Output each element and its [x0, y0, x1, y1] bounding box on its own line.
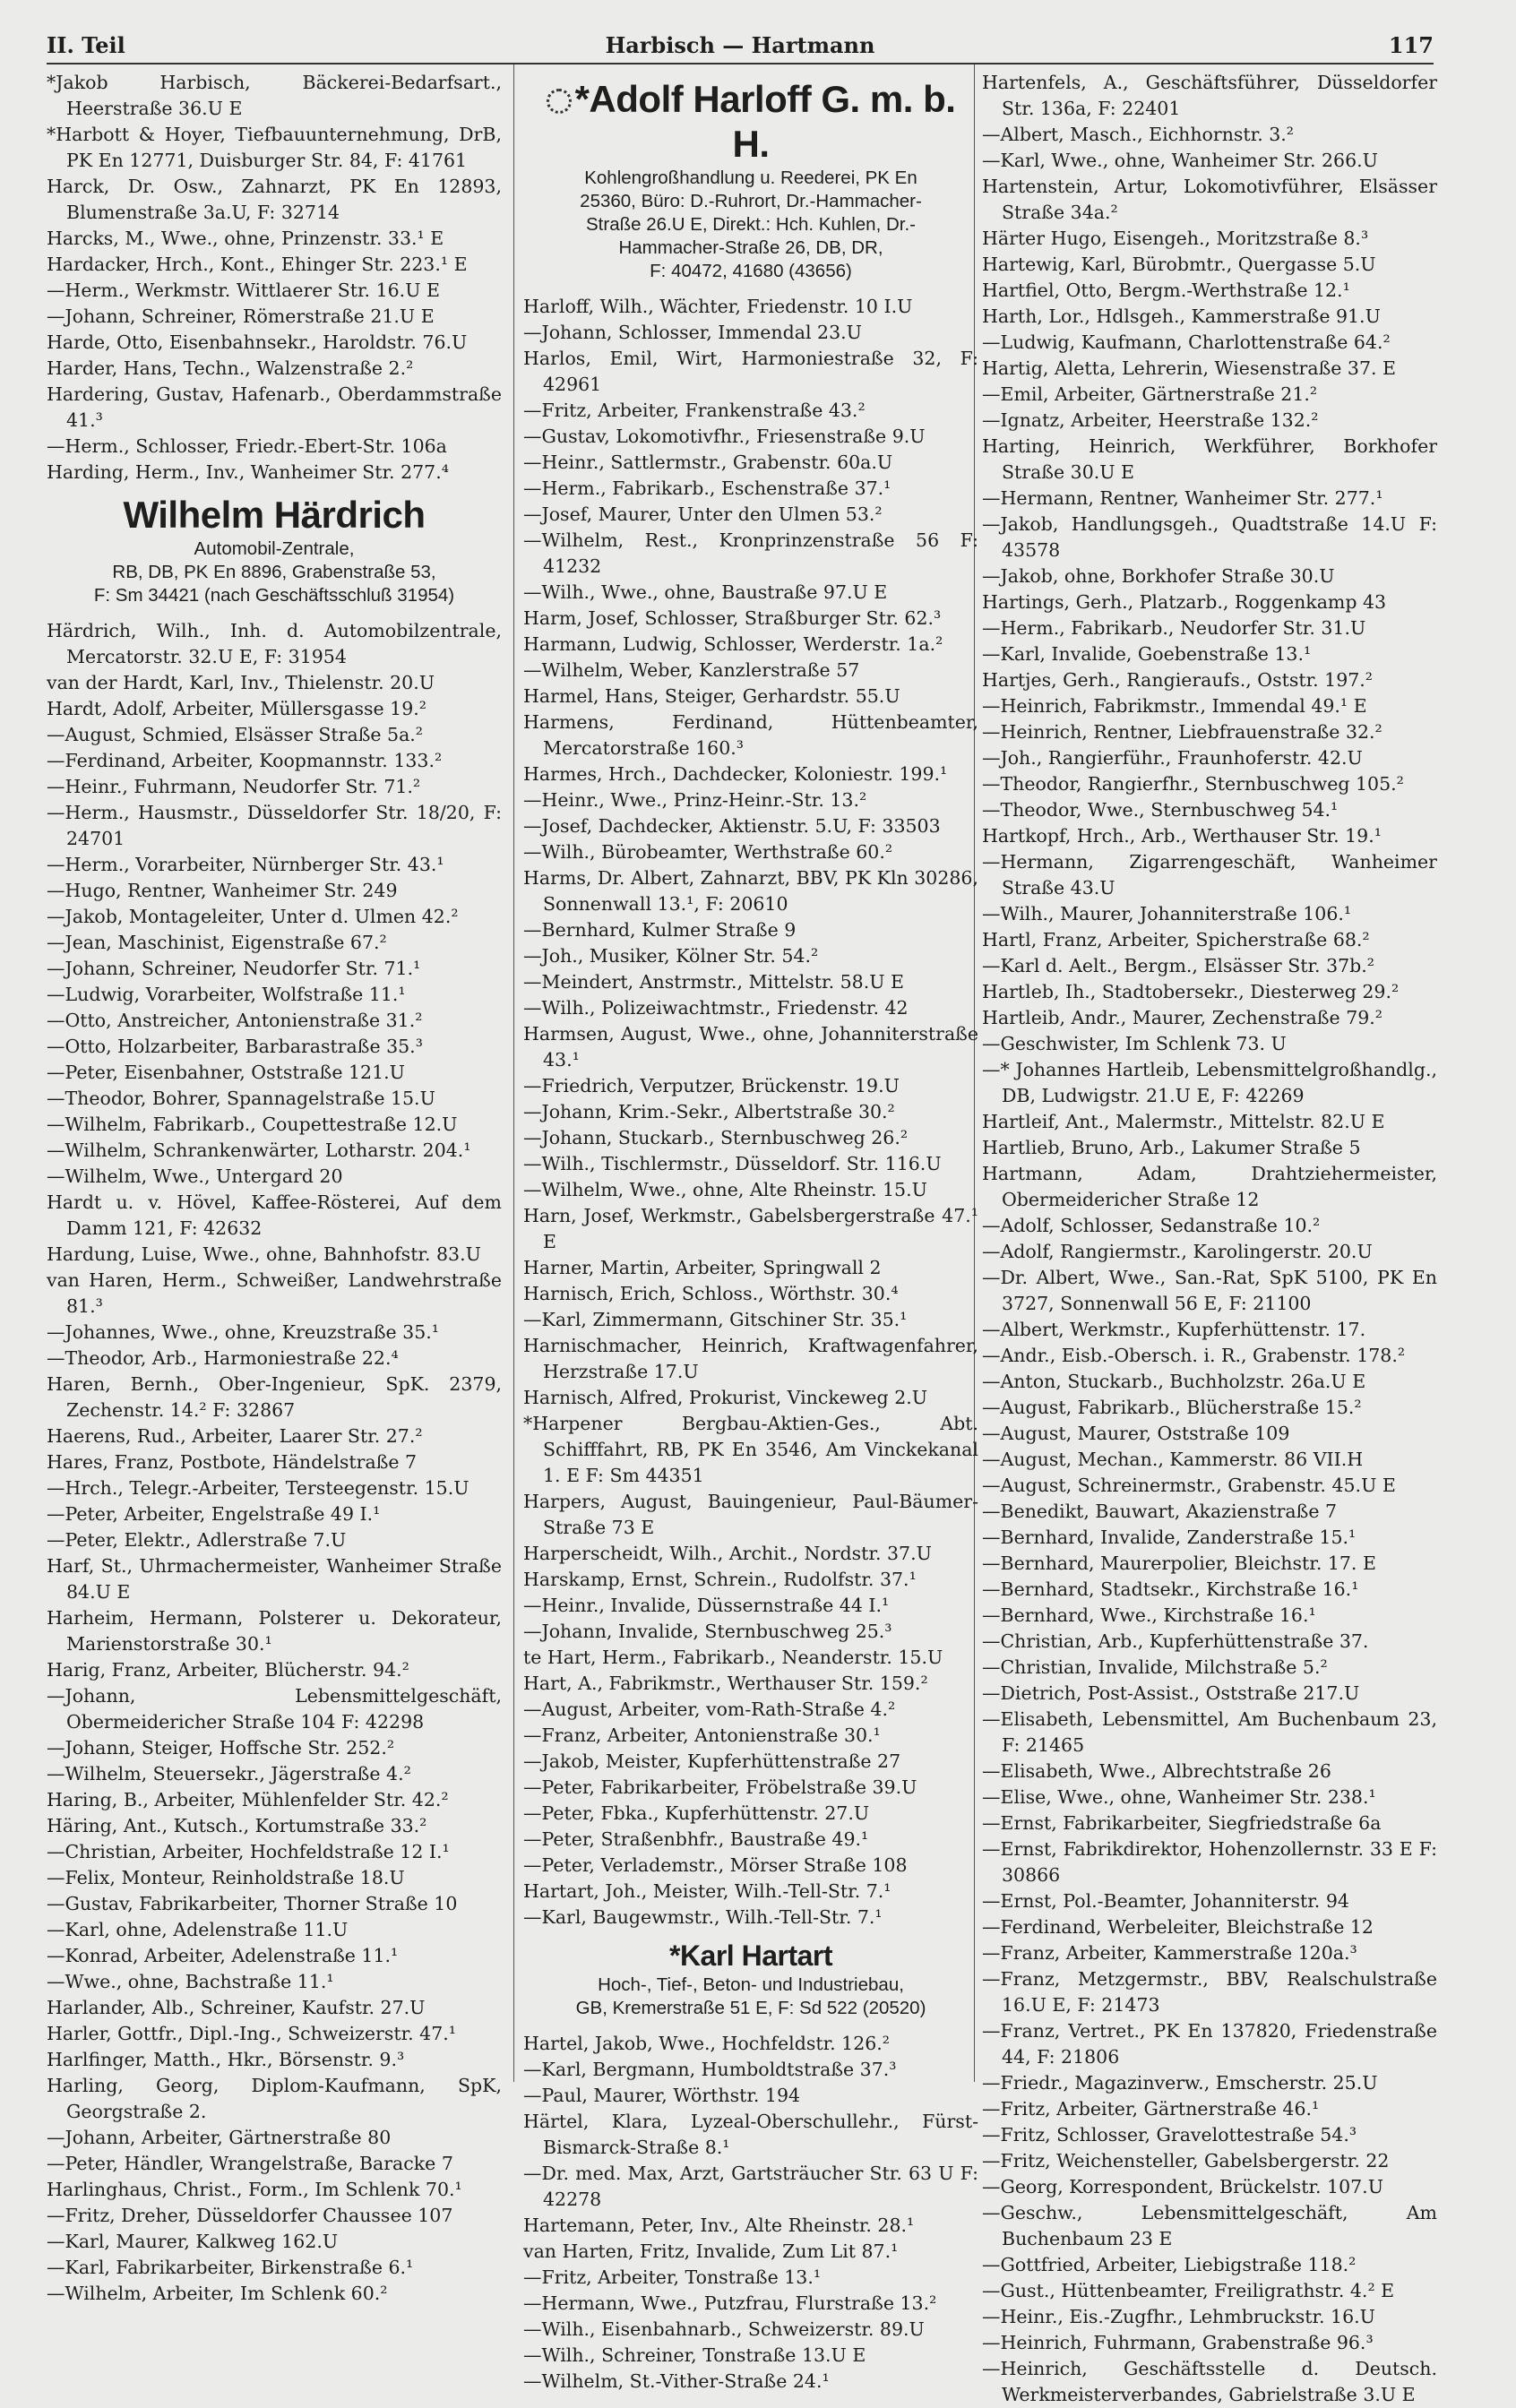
- directory-entry: —Johann, Lebensmittelgeschäft, Obermeidericher Straße 104 F: 42298: [47, 1685, 502, 1733]
- directory-entry: —Karl, Invalide, Goebenstraße 13.¹: [982, 643, 1312, 665]
- directory-entry: —Karl, Bergmann, Humboldtstraße 37.³: [523, 2059, 897, 2080]
- directory-entry: —Karl, Zimmermann, Gitschiner Str. 35.¹: [523, 1309, 908, 1330]
- directory-entry: Härdrich, Wilh., Inh. d. Automobilzentrale, Mercatorstr. 32.U E, F: 31954: [47, 620, 502, 667]
- directory-entry: —Paul, Maurer, Wörthstr. 194: [523, 2085, 801, 2106]
- directory-entry: —Albert, Werkmstr., Kupferhüttenstr. 17.: [982, 1319, 1366, 1340]
- directory-entry: —Jakob, Meister, Kupferhüttenstraße 27: [523, 1750, 901, 1772]
- directory-entry: Harm, Josef, Schlosser, Straßburger Str. 62.³: [523, 607, 942, 629]
- directory-entry: *Jakob Harbisch, Bäckerei-Bedarfsart., Heerstraße 36.U E: [47, 72, 502, 119]
- advertisement-line: Hammacher-Straße 26, DB, DR,: [618, 237, 883, 258]
- directory-entry: —Theodor, Bohrer, Spannagelstraße 15.U: [47, 1088, 435, 1109]
- directory-entry: Harmens, Ferdinand, Hüttenbeamter, Mercatorstraße 160.³: [523, 711, 978, 759]
- directory-entry: —Geschwister, Im Schlenk 73. U: [982, 1033, 1287, 1054]
- advertisement-line: Straße 26.U E, Direkt.: Hch. Kuhlen, Dr.-: [586, 214, 916, 235]
- directory-entry: Hares, Franz, Postbote, Händelstraße 7: [47, 1451, 418, 1473]
- directory-entry: Harperscheidt, Wilh., Archit., Nordstr. 37.U: [523, 1543, 932, 1564]
- directory-entry: —Gust., Hüttenbeamter, Freiligrathstr. 4.² E: [982, 2280, 1395, 2301]
- directory-entry: —Friedrich, Verputzer, Brückenstr. 19.U: [523, 1075, 900, 1096]
- directory-entry: —Wilhelm, Steuersekr., Jägerstraße 4.²: [47, 1763, 411, 1784]
- directory-entry: —Friedr., Magazinverw., Emscherstr. 25.U: [982, 2072, 1378, 2094]
- directory-entry: Hardt, Adolf, Arbeiter, Müllersgasse 19.²: [47, 698, 426, 719]
- advertisement-block: [47, 493, 502, 607]
- advertisement-line: Hoch-, Tief-, Beton- und Industriebau,: [598, 1974, 904, 1995]
- directory-entry: —Theodor, Arb., Harmoniestraße 22.⁴: [47, 1347, 399, 1369]
- directory-entry: Harlfinger, Matth., Hkr., Börsenstr. 9.³: [47, 2049, 405, 2070]
- directory-entry: —Dietrich, Post-Assist., Oststraße 217.U: [982, 1682, 1360, 1704]
- directory-entry: —Wilhelm, Schrankenwärter, Lotharstr. 204.¹: [47, 1140, 471, 1161]
- directory-entry: —Herm., Werkmstr. Wittlaerer Str. 16.U E: [47, 280, 440, 301]
- directory-entry: Harmsen, August, Wwe., ohne, Johanniterstraße 43.¹: [523, 1023, 978, 1071]
- directory-entry: —Wilh., Polizeiwachtmstr., Friedenstr. 42: [523, 997, 909, 1019]
- column-divider: [513, 64, 514, 2082]
- directory-entry: —Peter, Straßenbhfr., Baustraße 49.¹: [523, 1828, 869, 1850]
- advertisement-title: [523, 1938, 978, 1974]
- directory-entry: —Fritz, Weichensteller, Gabelsbergerstr. 22: [982, 2150, 1390, 2172]
- directory-entry: Hardacker, Hrch., Kont., Ehinger Str. 223.¹ E: [47, 254, 468, 275]
- directory-entry: —Franz, Vertret., PK En 137820, Friedenstraße 44, F: 21806: [982, 2020, 1437, 2068]
- directory-entry: —* Johannes Hartleib, Lebensmittelgroßhandlg., DB, Ludwigstr. 21.U E, F: 42269: [982, 1059, 1437, 1106]
- column-3: [982, 70, 1437, 2408]
- directory-entry: Hartl, Franz, Arbeiter, Spicherstraße 68.²: [982, 929, 1370, 950]
- directory-entry: —Karl d. Aelt., Bergm., Elsässer Str. 37b.²: [982, 955, 1375, 976]
- directory-entry: Hartig, Aletta, Lehrerin, Wiesenstraße 37. E: [982, 357, 1397, 379]
- directory-entry: Harting, Heinrich, Werkführer, Borkhofer Straße 30.U E: [982, 435, 1437, 483]
- directory-entry: —Franz, Arbeiter, Kammerstraße 120a.³: [982, 1942, 1357, 1964]
- directory-entry: —Bernhard, Wwe., Kirchstraße 16.¹: [982, 1604, 1316, 1626]
- directory-entry: —Bernhard, Invalide, Zanderstraße 15.¹: [982, 1526, 1357, 1548]
- directory-entry: Harn, Josef, Werkmstr., Gabelsbergerstraße 47.¹ E: [523, 1205, 978, 1252]
- directory-entry: —Joh., Musiker, Kölner Str. 54.²: [523, 945, 819, 967]
- directory-entry: —Fritz, Dreher, Düsseldorfer Chaussee 107: [47, 2205, 453, 2226]
- directory-entry: —Peter, Fbka., Kupferhüttenstr. 27.U: [523, 1802, 870, 1824]
- directory-entry: —Anton, Stuckarb., Buchholzstr. 26a.U E: [982, 1371, 1366, 1392]
- part-label: II. Teil: [47, 32, 125, 58]
- advertisement-line: RB, DB, PK En 8896, Grabenstraße 53,: [112, 562, 436, 582]
- advertisement-block: [523, 77, 978, 283]
- directory-entry: —Johann, Schreiner, Römerstraße 21.U E: [47, 305, 435, 327]
- directory-entry: —Elisabeth, Wwe., Albrechtstraße 26: [982, 1760, 1331, 1782]
- directory-entry: Hartenfels, A., Geschäftsführer, Düsseldorfer Str. 136a, F: 22401: [982, 72, 1437, 119]
- directory-entry: —Bernhard, Maurerpolier, Bleichstr. 17. E: [982, 1552, 1376, 1574]
- column-1: [47, 70, 502, 2307]
- directory-entry: Harnisch, Erich, Schloss., Wörthstr. 30.⁴: [523, 1283, 899, 1304]
- directory-entry: —Benedikt, Bauwart, Akazienstraße 7: [982, 1501, 1338, 1522]
- directory-entry: Harck, Dr. Osw., Zahnarzt, PK En 12893, Blumenstraße 3a.U, F: 32714: [47, 176, 502, 223]
- directory-entry: —Wilhelm, Wwe., Untergard 20: [47, 1165, 343, 1187]
- directory-entry: —Fritz, Schlosser, Gravelottestraße 54.³: [982, 2124, 1357, 2146]
- directory-entry: —Hugo, Rentner, Wanheimer Str. 249: [47, 880, 398, 901]
- directory-entry: —Elisabeth, Lebensmittel, Am Buchenbaum 23, F: 21465: [982, 1708, 1437, 1756]
- directory-entry: Hartings, Gerh., Platzarb., Roggenkamp 43: [982, 591, 1387, 613]
- directory-entry: —Ignatz, Arbeiter, Heerstraße 132.²: [982, 409, 1319, 431]
- directory-entry: *Harbott & Hoyer, Tiefbauunternehmung, DrB, PK En 12771, Duisburger Str. 84, F: 41761: [47, 124, 502, 171]
- directory-entry: —Ernst, Fabrikarbeiter, Siegfriedstraße 6a: [982, 1812, 1382, 1834]
- directory-entry: —Jakob, ohne, Borkhofer Straße 30.U: [982, 565, 1335, 587]
- directory-entry: Häring, Ant., Kutsch., Kortumstraße 33.²: [47, 1815, 427, 1836]
- directory-entry: —Meindert, Anstrmstr., Mittelstr. 58.U E: [523, 971, 904, 993]
- advertisement-title: [47, 493, 502, 538]
- directory-entry: Hartewig, Karl, Bürobmtr., Quergasse 5.U: [982, 254, 1376, 275]
- directory-entry: Harth, Lor., Hdlsgeh., Kammerstraße 91.U: [982, 305, 1381, 327]
- directory-entry: —Peter, Elektr., Adlerstraße 7.U: [47, 1529, 347, 1551]
- directory-entry: —Ludwig, Kaufmann, Charlottenstraße 64.²: [982, 331, 1391, 353]
- directory-entry: —Heinr., Invalide, Düssernstraße 44 I.¹: [523, 1595, 890, 1616]
- advertisement-title-text: *Karl Hartart: [668, 1939, 832, 1972]
- directory-entry: van der Hardt, Karl, Inv., Thielenstr. 20.U: [47, 672, 435, 693]
- directory-entry: van Harten, Fritz, Invalide, Zum Lit 87.¹: [523, 2240, 899, 2262]
- directory-entry: Harloff, Wilh., Wächter, Friedenstr. 10 I.U: [523, 296, 913, 317]
- directory-entry: —Gottfried, Arbeiter, Liebigstraße 118.²: [982, 2254, 1357, 2275]
- directory-entry: —Jakob, Handlungsgeh., Quadtstraße 14.U F: 43578: [982, 513, 1437, 561]
- directory-entry: Harheim, Hermann, Polsterer u. Dekorateur, Marienstorstraße 30.¹: [47, 1607, 502, 1655]
- advertisement-line: Kohlengroßhandlung u. Reederei, PK En: [584, 168, 917, 188]
- directory-entry: —Wilhelm, Arbeiter, Im Schlenk 60.²: [47, 2283, 388, 2304]
- directory-entry: Harder, Hans, Techn., Walzenstraße 2.²: [47, 357, 414, 379]
- directory-entry: —Ernst, Fabrikdirektor, Hohenzollernstr. 33 E F: 30866: [982, 1838, 1437, 1886]
- directory-entry: —August, Mechan., Kammerstr. 86 VII.H: [982, 1449, 1364, 1470]
- directory-entry: —Wilh., Wwe., ohne, Baustraße 97.U E: [523, 581, 888, 603]
- directory-entry: —Herm., Fabrikarb., Eschenstraße 37.¹: [523, 477, 892, 499]
- directory-entry: —Herm., Vorarbeiter, Nürnberger Str. 43.¹: [47, 854, 444, 875]
- directory-entry: —Gustav, Fabrikarbeiter, Thorner Straße 10: [47, 1893, 458, 1914]
- directory-entry: —Bernhard, Stadtsekr., Kirchstraße 16.¹: [982, 1578, 1359, 1600]
- directory-entry: Harf, St., Uhrmachermeister, Wanheimer Straße 84.U E: [47, 1555, 502, 1603]
- directory-entry: —Hermann, Wwe., Putzfrau, Flurstraße 13.²: [523, 2292, 937, 2314]
- directory-entry: —Josef, Maurer, Unter den Ulmen 53.²: [523, 503, 883, 525]
- directory-entry: —Wilh., Bürobeamter, Werthstraße 60.²: [523, 841, 893, 863]
- directory-entry: Harmann, Ludwig, Schlosser, Werderstr. 1a.²: [523, 633, 943, 655]
- directory-entry: Harpers, August, Bauingenieur, Paul-Bäumer-Straße 73 E: [523, 1491, 978, 1538]
- advertisement-line: Automobil-Zentrale,: [194, 538, 355, 559]
- directory-entry: —Johann, Krim.-Sekr., Albertstraße 30.²: [523, 1101, 895, 1122]
- company-logo-icon: [547, 89, 572, 114]
- directory-entry: —Johann, Schlosser, Immendal 23.U: [523, 322, 862, 343]
- directory-entry: Hardt u. v. Hövel, Kaffee-Rösterei, Auf dem Damm 121, F: 42632: [47, 1191, 502, 1239]
- directory-entry: —Karl, Baugewmstr., Wilh.-Tell-Str. 7.¹: [523, 1906, 883, 1928]
- directory-entry: —Adolf, Schlosser, Sedanstraße 10.²: [982, 1215, 1321, 1236]
- directory-entry: —Herm., Schlosser, Friedr.-Ebert-Str. 106a: [47, 435, 447, 457]
- directory-entry: —Fritz, Arbeiter, Frankenstraße 43.²: [523, 400, 866, 421]
- directory-entry: Harling, Georg, Diplom-Kaufmann, SpK, Georgstraße 2.: [47, 2075, 502, 2122]
- directory-entry: —Wilhelm, Wwe., ohne, Alte Rheinstr. 15.U: [523, 1179, 927, 1200]
- directory-entry: Hartenstein, Artur, Lokomotivführer, Elsässer Straße 34a.²: [982, 176, 1437, 223]
- page-header: [47, 32, 1434, 64]
- directory-entry: Harding, Herm., Inv., Wanheimer Str. 277.⁴: [47, 461, 449, 483]
- directory-entry: Harnisch, Alfred, Prokurist, Vinckeweg 2.U: [523, 1387, 928, 1408]
- directory-entry: —Konrad, Arbeiter, Adelenstraße 11.¹: [47, 1945, 399, 1966]
- directory-entry: Hartemann, Peter, Inv., Alte Rheinstr. 28.¹: [523, 2214, 915, 2236]
- page-number: 117: [1388, 32, 1434, 58]
- directory-entry: —Wilhelm, St.-Vither-Straße 24.¹: [523, 2370, 830, 2392]
- directory-entry: —Heinr., Eis.-Zugfhr., Lehmbruckstr. 16.U: [982, 2306, 1375, 2327]
- advertisement-title-text: *Adolf Harloff G. m. b. H.: [574, 78, 956, 165]
- directory-entry: —Ludwig, Vorarbeiter, Wolfstraße 11.¹: [47, 984, 406, 1005]
- directory-entry: —Hrch., Telegr.-Arbeiter, Tersteegenstr. 15.U: [47, 1477, 469, 1499]
- directory-entry: —Heinrich, Fabrikmstr., Immendal 49.¹ E: [982, 695, 1367, 717]
- directory-entry: —Fritz, Arbeiter, Tonstraße 13.¹: [523, 2266, 822, 2288]
- directory-entry: —Johann, Arbeiter, Gärtnerstraße 80: [47, 2127, 392, 2148]
- directory-entry: —Dr. med. Max, Arzt, Gartsträucher Str. 63 U F: 42278: [523, 2163, 978, 2210]
- directory-entry: Harlinghaus, Christ., Form., Im Schlenk 70.¹: [47, 2179, 462, 2200]
- directory-entry: —Andr., Eisb.-Obersch. i. R., Grabenstr. 178.²: [982, 1345, 1406, 1366]
- directory-entry: —Ferdinand, Arbeiter, Koopmannstr. 133.²: [47, 750, 443, 771]
- directory-entry: Hardung, Luise, Wwe., ohne, Bahnhofstr. 83.U: [47, 1243, 481, 1265]
- directory-entry: Harig, Franz, Arbeiter, Blücherstr. 94.²: [47, 1659, 409, 1681]
- directory-entry: —August, Schmied, Elsässer Straße 5a.²: [47, 724, 424, 745]
- directory-entry: —Karl, Maurer, Kalkweg 162.U: [47, 2231, 339, 2252]
- directory-entry: Harlos, Emil, Wirt, Harmoniestraße 32, F: 42961: [523, 348, 978, 395]
- directory-entry: —Wilh., Schreiner, Tonstraße 13.U E: [523, 2344, 866, 2366]
- directory-entry: Harms, Dr. Albert, Zahnarzt, BBV, PK Kln 30286, Sonnenwall 13.¹, F: 20610: [523, 867, 978, 915]
- directory-entry: Härter Hugo, Eisengeh., Moritzstraße 8.³: [982, 228, 1369, 249]
- directory-entry: —Theodor, Rangierfhr., Sternbuschweg 105.²: [982, 773, 1404, 795]
- directory-entry: Hartjes, Gerh., Rangieraufs., Oststr. 197.²: [982, 669, 1374, 691]
- directory-entry: —Christian, Arbeiter, Hochfeldstraße 12 I.¹: [47, 1841, 450, 1862]
- directory-entry: —Peter, Fabrikarbeiter, Fröbelstraße 39.U: [523, 1776, 917, 1798]
- directory-entry: —Georg, Korrespondent, Brückelstr. 107.U: [982, 2176, 1383, 2197]
- directory-entry: —Otto, Anstreicher, Antonienstraße 31.²: [47, 1010, 423, 1031]
- directory-entry: —Dr. Albert, Wwe., San.-Rat, SpK 5100, PK En 3727, Sonnenwall 56 E, F: 21100: [982, 1267, 1437, 1314]
- directory-entry: —Bernhard, Kulmer Straße 9: [523, 919, 797, 941]
- directory-entry: Haren, Bernh., Ober-Ingenieur, SpK. 2379, Zechenstr. 14.² F: 32867: [47, 1373, 502, 1421]
- directory-entry: —Wilh., Tischlermstr., Düsseldorf. Str. 116.U: [523, 1153, 942, 1174]
- directory-entry: te Hart, Herm., Fabrikarb., Neanderstr. 15.U: [523, 1647, 943, 1668]
- directory-entry: —Karl, Fabrikarbeiter, Birkenstraße 6.¹: [47, 2257, 414, 2278]
- directory-entry: Harskamp, Ernst, Schrein., Rudolfstr. 37.¹: [523, 1569, 917, 1590]
- directory-entry: —Peter, Verlademstr., Mörser Straße 108: [523, 1854, 908, 1876]
- directory-entry: —Herm., Hausmstr., Düsseldorfer Str. 18/20, F: 24701: [47, 802, 502, 849]
- directory-entry: Hartmann, Adam, Drahtziehermeister, Obermeidericher Straße 12: [982, 1163, 1437, 1210]
- directory-entry: —Christian, Arb., Kupferhüttenstraße 37.: [982, 1630, 1369, 1652]
- directory-entry: —Heinrich, Geschäftsstelle d. Deutsch. Werkmeisterverbandes, Gabrielstraße 3.U E: [982, 2358, 1437, 2405]
- directory-entry: —Jakob, Montageleiter, Unter d. Ulmen 42.²: [47, 906, 459, 927]
- directory-entry: Harmel, Hans, Steiger, Gerhardstr. 55.U: [523, 685, 900, 707]
- column-2: [523, 70, 978, 2395]
- directory-entry: —Karl, Wwe., ohne, Wanheimer Str. 266.U: [982, 150, 1378, 171]
- directory-entry: —Fritz, Arbeiter, Gärtnerstraße 46.¹: [982, 2098, 1320, 2120]
- directory-entry: Harler, Gottfr., Dipl.-Ing., Schweizerstr. 47.¹: [47, 2023, 456, 2044]
- advertisement-line: F: 40472, 41680 (43656): [650, 261, 852, 281]
- directory-entry: —Jean, Maschinist, Eigenstraße 67.²: [47, 932, 387, 953]
- directory-entry: —Karl, ohne, Adelenstraße 11.U: [47, 1919, 349, 1940]
- directory-entry: —Heinr., Wwe., Prinz-Heinr.-Str. 13.²: [523, 789, 867, 811]
- directory-entry: —Peter, Händler, Wrangelstraße, Baracke 7: [47, 2153, 453, 2174]
- directory-entry: —Albert, Masch., Eichhornstr. 3.²: [982, 124, 1295, 145]
- directory-entry: —Heinrich, Rentner, Liebfrauenstraße 32.²: [982, 721, 1382, 743]
- directory-entry: —Gustav, Lokomotivfhr., Friesenstraße 9.U: [523, 426, 926, 447]
- directory-entry: —Herm., Fabrikarb., Neudorfer Str. 31.U: [982, 617, 1366, 639]
- directory-entry: —Felix, Monteur, Reinholdstraße 18.U: [47, 1867, 405, 1888]
- directory-entry: —Johannes, Wwe., ohne, Kreuzstraße 35.¹: [47, 1321, 439, 1343]
- directory-entry: —Hermann, Rentner, Wanheimer Str. 277.¹: [982, 487, 1383, 509]
- directory-entry: Harmes, Hrch., Dachdecker, Koloniestr. 199.¹: [523, 763, 948, 785]
- directory-entry: —August, Arbeiter, vom-Rath-Straße 4.²: [523, 1698, 896, 1720]
- directory-entry: —August, Maurer, Oststraße 109: [982, 1423, 1290, 1444]
- directory-entry: —Peter, Eisenbahner, Oststraße 121.U: [47, 1062, 405, 1083]
- directory-entry: —August, Schreinermstr., Grabenstr. 45.U E: [982, 1475, 1396, 1496]
- directory-entry: —Theodor, Wwe., Sternbuschweg 54.¹: [982, 799, 1339, 821]
- directory-entry: Haerens, Rud., Arbeiter, Laarer Str. 27.²: [47, 1425, 423, 1447]
- directory-entry: Harnischmacher, Heinrich, Kraftwagenfahrer, Herzstraße 17.U: [523, 1335, 978, 1382]
- directory-entry: Hardering, Gustav, Hafenarb., Oberdammstraße 41.³: [47, 383, 502, 431]
- directory-entry: Hartel, Jakob, Wwe., Hochfeldstr. 126.²: [523, 2033, 891, 2054]
- directory-entry: —Wilhelm, Rest., Kronprinzenstraße 56 F: 41232: [523, 529, 978, 577]
- directory-entry: —Ferdinand, Werbeleiter, Bleichstraße 12: [982, 1916, 1374, 1938]
- directory-entry: Hartfiel, Otto, Bergm.-Werthstraße 12.¹: [982, 280, 1350, 301]
- directory-entry: —Ernst, Pol.-Beamter, Johanniterstr. 94: [982, 1890, 1349, 1912]
- directory-entry: —Heinrich, Fuhrmann, Grabenstraße 96.³: [982, 2332, 1374, 2353]
- directory-entry: —Adolf, Rangiermstr., Karolingerstr. 20.U: [982, 1241, 1373, 1262]
- directory-entry: Hartleb, Ih., Stadtobersekr., Diesterweg 29.²: [982, 981, 1400, 1002]
- directory-entry: —Johann, Steiger, Hoffsche Str. 252.²: [47, 1737, 395, 1759]
- directory-entry: Harde, Otto, Eisenbahnsekr., Haroldstr. 76.U: [47, 331, 468, 353]
- directory-entry: Hartlieb, Bruno, Arb., Lakumer Straße 5: [982, 1137, 1361, 1158]
- advertisement-block: [523, 1938, 978, 2020]
- directory-entry: Hartleib, Andr., Maurer, Zechenstraße 79.²: [982, 1007, 1383, 1028]
- directory-entry: Harner, Martin, Arbeiter, Springwall 2: [523, 1257, 882, 1278]
- directory-entry: Hartkopf, Hrch., Arb., Werthauser Str. 19.¹: [982, 825, 1382, 847]
- directory-entry: Hart, A., Fabrikmstr., Werthauser Str. 159.²: [523, 1673, 928, 1694]
- directory-entry: —Elise, Wwe., ohne, Wanheimer Str. 238.¹: [982, 1786, 1376, 1808]
- directory-entry: —Wilh., Maurer, Johanniterstraße 106.¹: [982, 903, 1352, 924]
- directory-entry: —Wwe., ohne, Bachstraße 11.¹: [47, 1971, 334, 1992]
- directory-entry: Harlander, Alb., Schreiner, Kaufstr. 27.U: [47, 1997, 426, 2018]
- directory-entry: —Otto, Holzarbeiter, Barbarastraße 35.³: [47, 1036, 423, 1057]
- advertisement-line: F: Sm 34421 (nach Geschäftsschluß 31954): [93, 585, 455, 606]
- advertisement-line: GB, Kremerstraße 51 E, F: Sd 522 (20520): [575, 1998, 926, 2018]
- advertisement-title-text: Wilhelm Härdrich: [123, 494, 426, 536]
- directory-entry: van Haren, Herm., Schweißer, Landwehrstraße 81.³: [47, 1269, 502, 1317]
- directory-entry: —Wilhelm, Weber, Kanzlerstraße 57: [523, 659, 860, 681]
- directory-entry: —Johann, Schreiner, Neudorfer Str. 71.¹: [47, 958, 421, 979]
- directory-entry: —Heinr., Fuhrmann, Neudorfer Str. 71.²: [47, 776, 421, 797]
- advertisement-line: 25360, Büro: D.-Ruhrort, Dr.-Hammacher-: [580, 191, 922, 211]
- directory-entry: —Heinr., Sattlermstr., Grabenstr. 60a.U: [523, 452, 893, 473]
- directory-entry: —Geschw., Lebensmittelgeschäft, Am Buchenbaum 23 E: [982, 2202, 1437, 2249]
- directory-entry: Haring, B., Arbeiter, Mühlenfelder Str. 42.²: [47, 1789, 449, 1810]
- directory-entry: —Hermann, Zigarrengeschäft, Wanheimer Straße 43.U: [982, 851, 1437, 899]
- directory-entry: —Emil, Arbeiter, Gärtnerstraße 21.²: [982, 383, 1318, 405]
- directory-entry: —August, Fabrikarb., Blücherstraße 15.²: [982, 1397, 1362, 1418]
- directory-entry: Hartleif, Ant., Malermstr., Mittelstr. 82.U E: [982, 1111, 1385, 1132]
- directory-entry: —Franz, Arbeiter, Antonienstraße 30.¹: [523, 1724, 881, 1746]
- directory-entry: —Johann, Invalide, Sternbuschweg 25.³: [523, 1621, 892, 1642]
- directory-entry: —Christian, Invalide, Milchstraße 5.²: [982, 1656, 1328, 1678]
- advertisement-title: [523, 77, 978, 167]
- running-title: Harbisch — Hartmann: [605, 32, 875, 58]
- directory-entry: —Franz, Metzgermstr., BBV, Realschulstraße 16.U E, F: 21473: [982, 1968, 1437, 2016]
- directory-entry: —Peter, Arbeiter, Engelstraße 49 I.¹: [47, 1503, 381, 1525]
- directory-entry: —Johann, Stuckarb., Sternbuschweg 26.²: [523, 1127, 909, 1148]
- directory-entry: Härtel, Klara, Lyzeal-Oberschullehr., Fürst-Bismarck-Straße 8.¹: [523, 2111, 978, 2158]
- directory-entry: —Wilh., Eisenbahnarb., Schweizerstr. 89.U: [523, 2318, 925, 2340]
- directory-entry: —Josef, Dachdecker, Aktienstr. 5.U, F: 33503: [523, 815, 941, 837]
- directory-entry: Hartart, Joh., Meister, Wilh.-Tell-Str. 7.¹: [523, 1880, 892, 1902]
- directory-entry: —Wilhelm, Fabrikarb., Coupettestraße 12.U: [47, 1114, 458, 1135]
- directory-entry: —Joh., Rangierführ., Fraunhoferstr. 42.U: [982, 747, 1363, 769]
- directory-entry: Harcks, M., Wwe., ohne, Prinzenstr. 33.¹ E: [47, 228, 444, 249]
- directory-entry: *Harpener Bergbau-Aktien-Ges., Abt. Schifffahrt, RB, PK En 3546, Am Vinckekanal 1. E F: Sm 44351: [523, 1413, 978, 1486]
